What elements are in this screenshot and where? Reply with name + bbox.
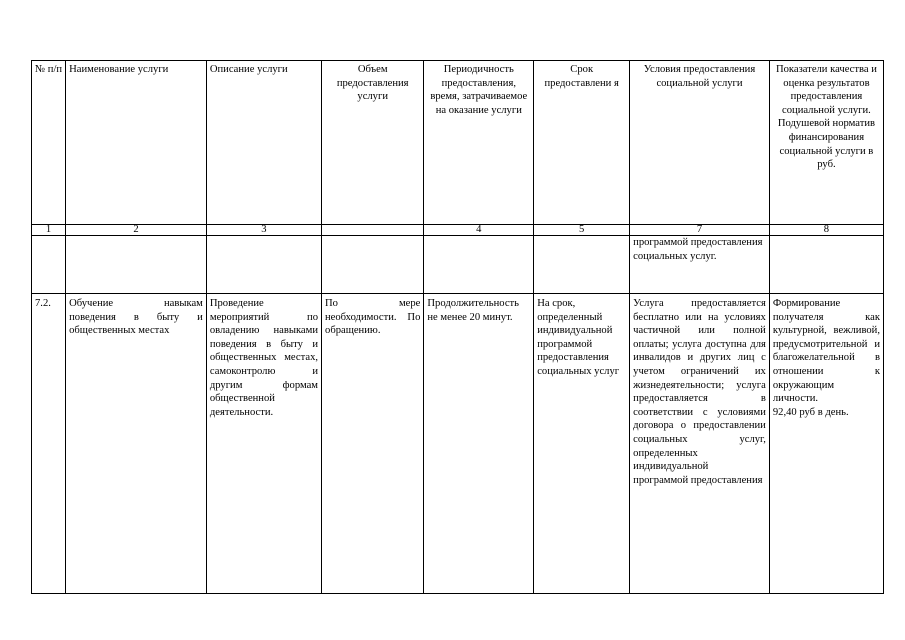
column-number: 1 bbox=[32, 225, 66, 236]
service-periodicity-cell: Продолжительность не менее 20 минут. bbox=[424, 294, 534, 594]
row-number-cell: 7.2. bbox=[32, 294, 66, 594]
continuation-row bbox=[32, 236, 884, 294]
service-description-cell: Проведение мероприятий по овладению навыками поведения в быту и общественных местах, самоконтролю и другим формам общественной деятельности. bbox=[206, 294, 321, 594]
column-number: 5 bbox=[534, 225, 630, 236]
table-cell bbox=[534, 236, 630, 294]
table-cell bbox=[206, 236, 321, 294]
column-number: 4 bbox=[424, 225, 534, 236]
quality-indicator-text: Формирование получателя как культурной, вежливой, предусмотрительной и благожелательной в отношении к окружающим личности. bbox=[772, 298, 880, 405]
service-name-cell: Обучение навыкам поведения в быту и общественных местах bbox=[66, 294, 207, 594]
header-cell-periodicity: Периодичность предоставления, время, затрачиваемое на оказание услуги bbox=[424, 61, 534, 225]
price-text: 92,40 руб в день. bbox=[772, 406, 849, 418]
table-cell bbox=[32, 236, 66, 294]
table-cell bbox=[322, 236, 424, 294]
header-cell-conditions: Условия предоставления социальной услуги bbox=[630, 61, 770, 225]
table-header-row bbox=[32, 61, 884, 225]
services-table-page bbox=[31, 60, 884, 594]
header-cell-number: № п/п bbox=[32, 61, 66, 225]
column-number bbox=[322, 225, 424, 236]
service-term-cell: На срок, определенный индивидуальной программой предоставления социальных услуг bbox=[534, 294, 630, 594]
continuation-conditions-cell: программой предоставления социальных услуг. bbox=[630, 236, 770, 294]
table-row bbox=[32, 294, 884, 594]
column-number: 8 bbox=[769, 225, 883, 236]
header-cell-quality: Показатели качества и оценка результатов предоставления социальной услуги. Подушевой норматив финансирования социальной услуги в руб. bbox=[769, 61, 883, 225]
header-cell-term: Срок предоставлени я bbox=[534, 61, 630, 225]
header-cell-name: Наименование услуги bbox=[66, 61, 207, 225]
service-conditions-cell: Услуга предоставляется бесплатно или на условиях частичной или полной оплаты; услуга доступна для инвалидов и других лиц с учетом ограничений их жизнедеятельности; услуга предоставляется в соответствии с условиями договора о предоставлении социальных услуг, определенных индивидуальной программой предоставления bbox=[630, 294, 770, 594]
service-volume-cell: По мере необходимости. По обращению. bbox=[322, 294, 424, 594]
table-cell bbox=[424, 236, 534, 294]
table-cell bbox=[769, 236, 883, 294]
column-number: 2 bbox=[66, 225, 207, 236]
column-number: 3 bbox=[206, 225, 321, 236]
header-cell-volume: Объем предоставления услуги bbox=[322, 61, 424, 225]
service-quality-cell bbox=[769, 294, 883, 594]
table-cell bbox=[66, 236, 207, 294]
header-cell-description: Описание услуги bbox=[206, 61, 321, 225]
column-number-row bbox=[32, 225, 884, 236]
column-number: 7 bbox=[630, 225, 770, 236]
services-table bbox=[31, 60, 884, 594]
